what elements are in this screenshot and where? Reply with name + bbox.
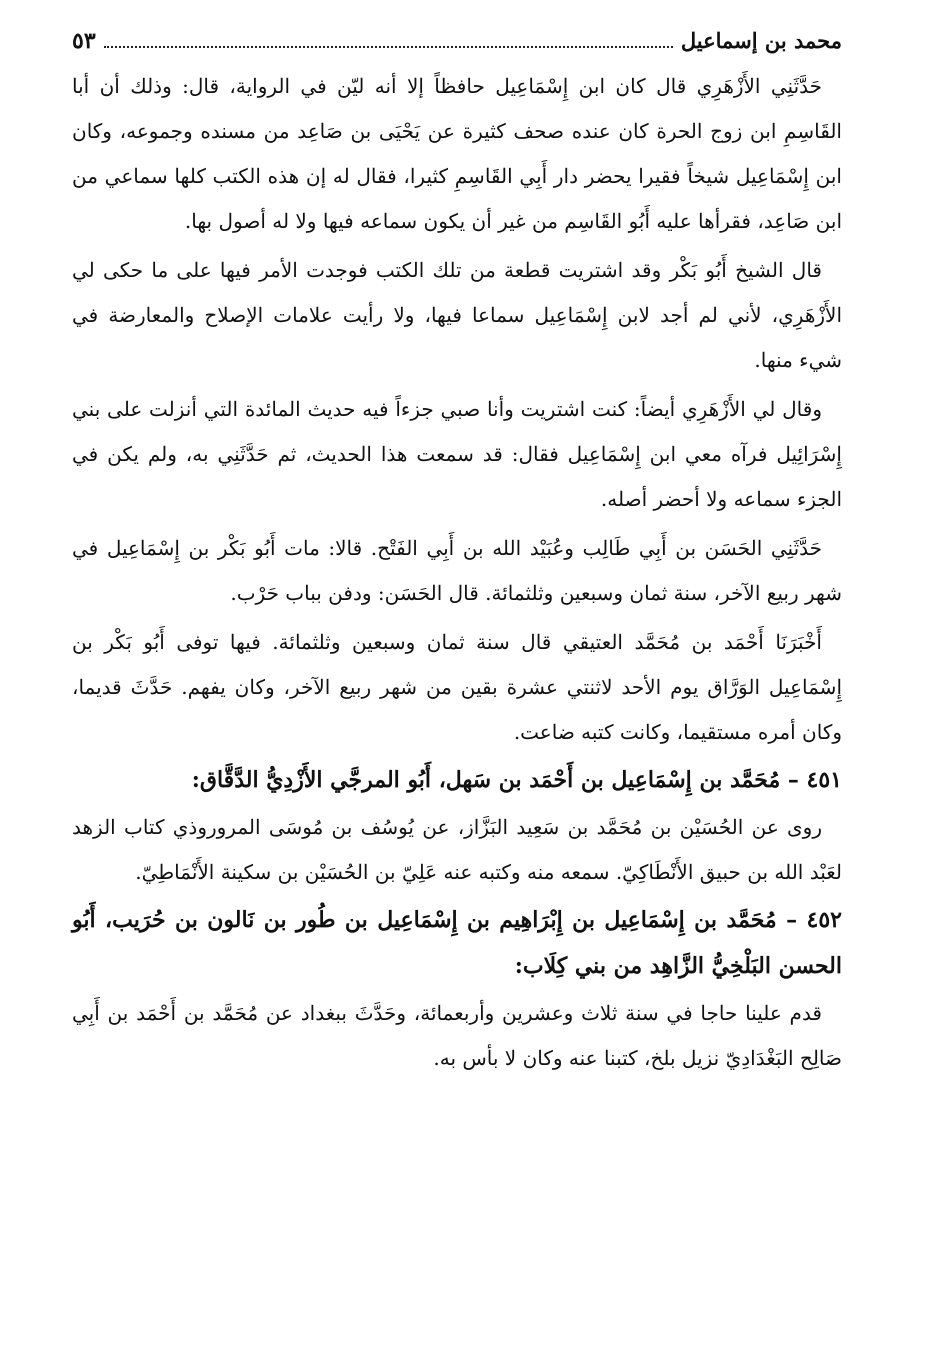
paragraph: وقال لي الأَزْهَرِي أيضاً: كنت اشتريت وأنا صبي جزءاً فيه حديث المائدة التي أنزلت على بني إِسْرَائِيل فرآه معي ابن إِسْمَاعِيل فقال: قد سمعت هذا الحديث، ثم حَدَّثَنِي به، ولم يكن في الجزء سماعه ولا أحضر أصله.: [72, 397, 842, 511]
paragraph: أَخْبَرَنَا أَحْمَد بن مُحَمَّد العتيقي قال سنة ثمان وسبعين وثلثمائة. فيها توفى أَبُو بَكْر بن إِسْمَاعِيل الوَرَّاق يوم الأحد لاثنتي عشرة بقين من شهر ربيع الآخر، وكان يفهم. حَدَّثَ قديما، وكان أمره مستقيما، وكانت كتبه ضاعت.: [72, 630, 842, 744]
running-title: محمد بن إسماعيل: [680, 28, 842, 53]
paragraph: قال الشيخ أَبُو بَكْر وقد اشتريت قطعة من تلك الكتب فوجدت الأمر فيها على ما حكى لي الأَزْهَرِي، لأني لم أجد لابن إِسْمَاعِيل سماعا فيها، ولا رأيت علامات الإصلاح والمعارضة في شيء منها.: [72, 258, 842, 372]
paragraph: حَدَّثَنِي الأَزْهَرِي قال كان ابن إِسْمَاعِيل حافظاً إلا أنه ليّن في الرواية، قال: وذلك أن أبا القَاسِمِ ابن زوج الحرة كان عنده صحف كثيرة عن يَحْيَى بن صَاعِد من مسنده وجموعه، وكان ابن إِسْمَاعِيل شيخاً فقيرا يحضر دار أَبِي القَاسِمِ كثيرا، فقال له إن هذه الكتب كلها سماعي من ابن صَاعِد، فقرأها عليه أَبُو القَاسِم من غير أن يكون سماعه فيها ولا له أصول بها.: [72, 74, 842, 233]
book-page: [72, 24, 842, 1081]
entry-heading-451: ٤٥١ – مُحَمَّد بن إِسْمَاعِيل بن أَحْمَد بن سَهل، أَبُو المرجَّي الأَزْدِيُّ الدَّقَّاق:: [191, 767, 842, 793]
entry-text-451: روى عن الحُسَيْن بن مُحَمَّد بن سَعِيد البَزَّاز، عن يُوسُف بن مُوسَى المروروذي كتاب الزهد لعَبْد الله بن حبيق الأَنْطَاكِيّ. سمعه منه وكتبه عنه عَلِيّ بن الحُسَيْن بن سكينة الأَنْمَاطِيّ.: [72, 815, 842, 884]
header-dots: [104, 46, 673, 48]
paragraph: حَدَّثَنِي الحَسَن بن أَبِي طَالِب وعُبَيْد الله بن أَبِي الفَتْح. قالا: مات أَبُو بَكْر بن إِسْمَاعِيل في شهر ربيع الآخر، سنة ثمان وسبعين وثلثمائة. قال الحَسَن: ودفن بباب حَرْب.: [72, 536, 842, 605]
entry-text-452: قدم علينا حاجا في سنة ثلاث وعشرين وأربعمائة، وحَدَّثَ ببغداد عن مُحَمَّد بن أَحْمَد بن أَبِي صَالِح البَغْدَادِيّ نزيل بلخ، كتبنا عنه وكان لا بأس به.: [72, 1001, 842, 1070]
page-header: [72, 24, 842, 64]
page-number: ٥٣: [72, 28, 96, 54]
entry-heading-452: ٤٥٢ – مُحَمَّد بن إِسْمَاعِيل بن إِبْرَاهِيم بن إِسْمَاعِيل بن طُور بن نَالون بن حُرَيب، أَبُو الحسن البَلْخِيُّ الزَّاهِد من بني كِلَاب:: [72, 907, 842, 979]
